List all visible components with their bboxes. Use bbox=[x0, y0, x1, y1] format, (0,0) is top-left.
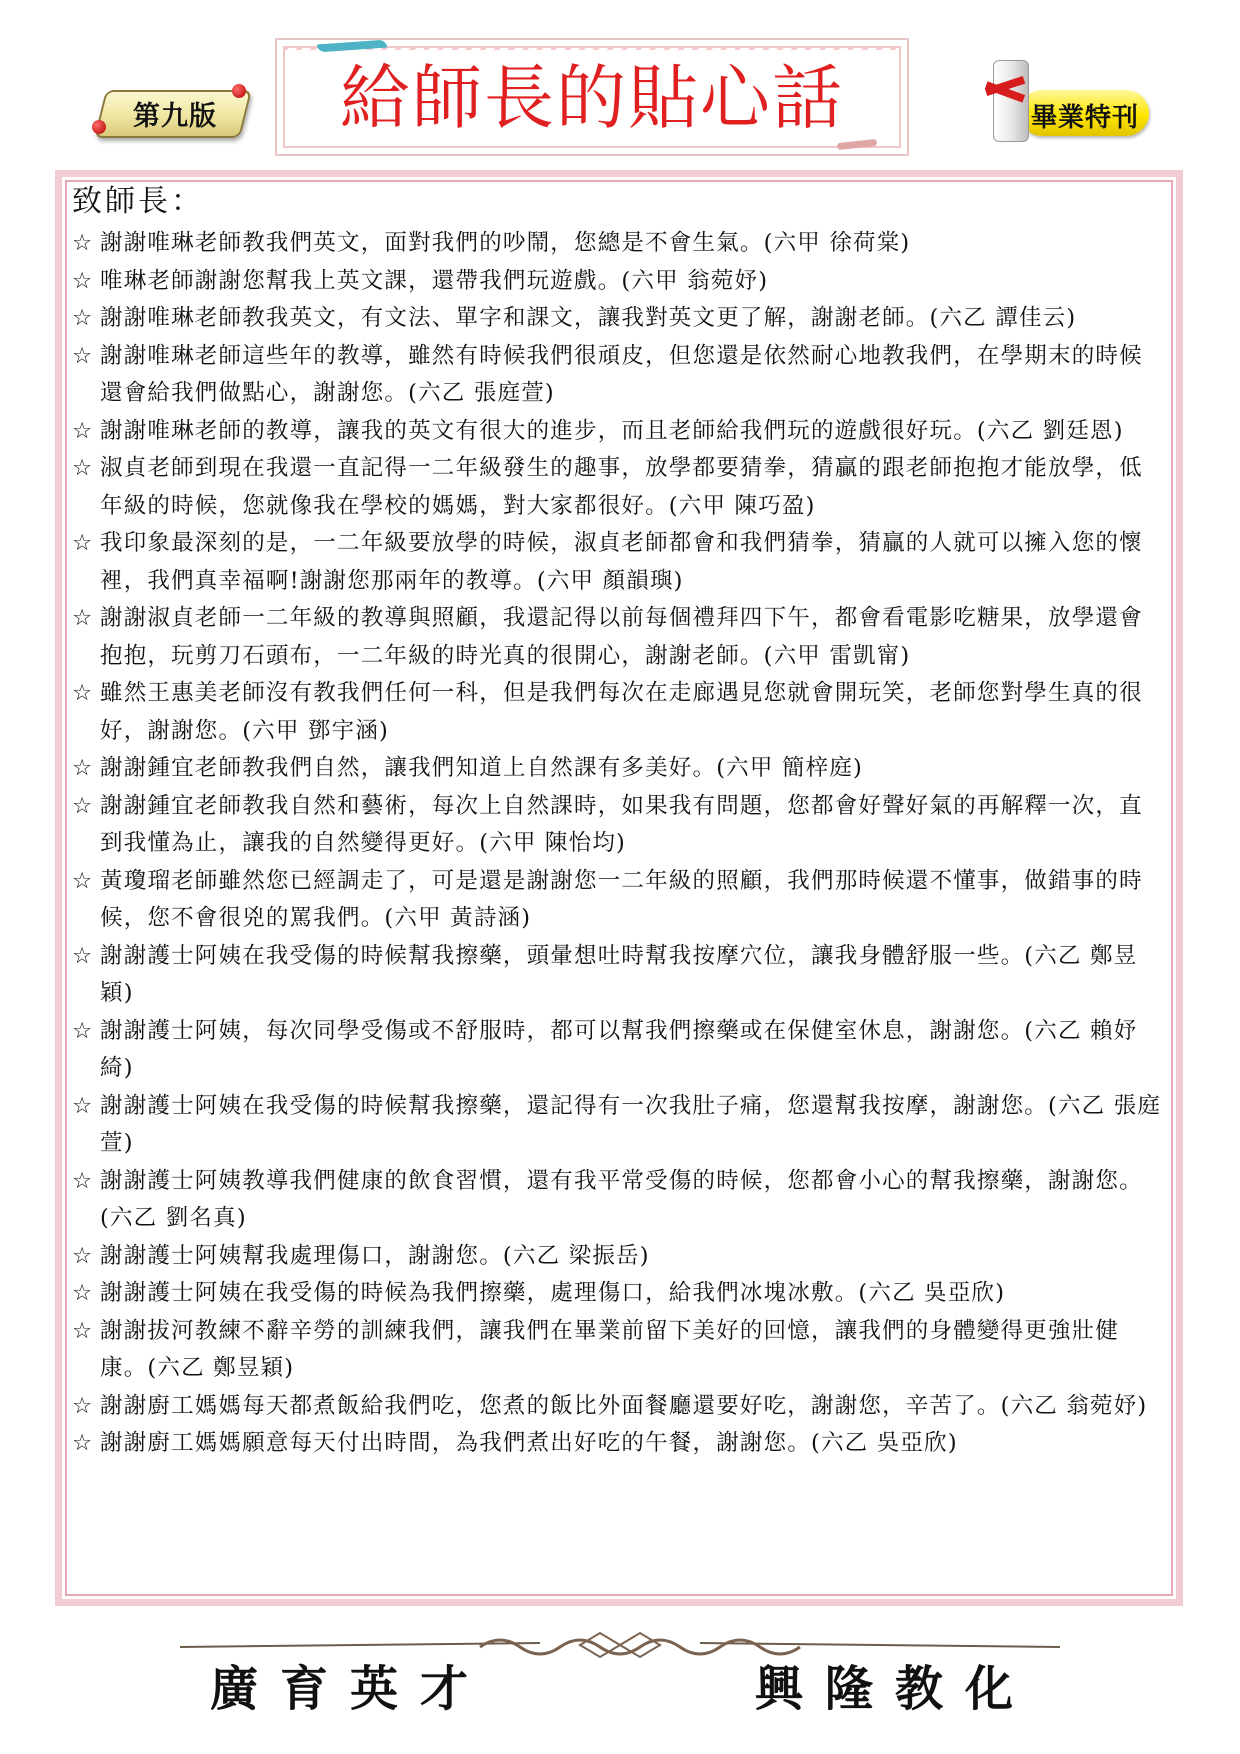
message-text: 謝謝護士阿姨在我受傷的時候幫我擦藥，頭暈想吐時幫我按摩穴位，讓我身體舒服一些。(六乙 鄭昱穎) bbox=[100, 942, 1138, 1006]
message-item bbox=[72, 1013, 1164, 1088]
message-text: 謝謝護士阿姨幫我處理傷口，謝謝您。(六乙 梁振岳) bbox=[100, 1242, 650, 1269]
message-item bbox=[72, 338, 1164, 413]
red-dot-icon bbox=[232, 84, 246, 98]
star-icon: ☆ bbox=[72, 417, 94, 444]
message-item bbox=[72, 450, 1164, 525]
message-text: 謝謝唯琳老師這些年的教導，雖然有時候我們很頑皮，但您還是依然耐心地教我們，在學期末的時候還會給我們做點心，謝謝您。(六乙 張庭萱) bbox=[100, 342, 1143, 406]
message-text: 我印象最深刻的是，一二年級要放學的時候，淑貞老師都會和我們猜拳，猜贏的人就可以擁入您的懷裡，我們真幸福啊!謝謝您那兩年的教導。(六甲 顏韻璵) bbox=[100, 530, 1143, 594]
star-icon: ☆ bbox=[72, 867, 94, 894]
red-dot-icon bbox=[92, 120, 106, 134]
greeting-heading: 致師長： bbox=[72, 184, 204, 219]
star-icon: ☆ bbox=[72, 455, 94, 481]
star-icon: ☆ bbox=[72, 1167, 94, 1194]
star-icon: ☆ bbox=[72, 1092, 94, 1119]
star-icon: ☆ bbox=[72, 1430, 94, 1456]
message-text: 謝謝鍾宜老師教我們自然，讓我們知道上自然課有多美好。(六甲 簡梓庭) bbox=[100, 755, 864, 781]
message-text: 淑貞老師到現在我還一直記得一二年級發生的趣事，放學都要猜拳，猜贏的跟老師抱抱才能放學，低年級的時候，您就像我在學校的媽媽，對大家都很好。(六甲 陳巧盈) bbox=[100, 455, 1143, 519]
motto-left: 廣育英才 bbox=[210, 1661, 491, 1717]
message-item bbox=[72, 525, 1164, 600]
message-item bbox=[72, 788, 1164, 863]
diploma-scroll-icon bbox=[993, 60, 1029, 142]
special-edition-badge bbox=[985, 60, 1165, 150]
message-text: 謝謝廚工媽媽每天都煮飯給我們吃，您煮的飯比外面餐廳還要好吃，謝謝您，辛苦了。(六乙 翁菀妤) bbox=[100, 1392, 1148, 1419]
star-icon: ☆ bbox=[72, 1392, 94, 1419]
star-icon: ☆ bbox=[72, 605, 94, 631]
message-text: 謝謝護士阿姨在我受傷的時候幫我擦藥，還記得有一次我肚子痛，您還幫我按摩，謝謝您。(六乙 張庭萱) bbox=[100, 1092, 1162, 1156]
message-item bbox=[72, 1238, 1164, 1276]
message-item bbox=[72, 1163, 1164, 1238]
message-item bbox=[72, 413, 1164, 451]
message-item bbox=[72, 1313, 1164, 1388]
star-icon: ☆ bbox=[72, 1017, 94, 1044]
star-icon: ☆ bbox=[72, 230, 94, 256]
message-item bbox=[72, 1388, 1164, 1426]
message-item bbox=[72, 863, 1164, 938]
message-item bbox=[72, 300, 1164, 338]
star-icon: ☆ bbox=[72, 792, 94, 819]
message-item bbox=[72, 263, 1164, 301]
message-item bbox=[72, 1425, 1164, 1463]
edition-badge bbox=[92, 84, 252, 142]
message-text: 謝謝拔河教練不辭辛勞的訓練我們，讓我們在畢業前留下美好的回憶，讓我們的身體變得更強壯健康。(六乙 鄭昱穎) bbox=[100, 1317, 1120, 1381]
message-text: 謝謝廚工媽媽願意每天付出時間，為我們煮出好吃的午餐，謝謝您。(六乙 吳亞欣) bbox=[100, 1430, 958, 1456]
message-item bbox=[72, 225, 1164, 263]
message-text: 謝謝唯琳老師教我們英文，面對我們的吵鬧，您總是不會生氣。(六甲 徐荷棠) bbox=[100, 230, 911, 256]
message-text: 謝謝淑貞老師一二年級的教導與照顧，我還記得以前每個禮拜四下午，都會看電影吃糖果，放學還會抱抱，玩剪刀石頭布，一二年級的時光真的很開心，謝謝老師。(六甲 雷凱甯) bbox=[100, 605, 1143, 669]
message-item bbox=[72, 675, 1164, 750]
special-edition-label: 畢業特刊 bbox=[1030, 103, 1139, 133]
message-text: 謝謝護士阿姨教導我們健康的飲食習慣，還有我平常受傷的時候，您都會小心的幫我擦藥，謝謝您。(六乙 劉名真) bbox=[100, 1167, 1143, 1231]
message-item bbox=[72, 938, 1164, 1013]
message-item bbox=[72, 600, 1164, 675]
message-text: 謝謝鍾宜老師教我自然和藝術，每次上自然課時，如果我有問題，您都會好聲好氣的再解釋一次，直到我懂為止，讓我的自然變得更好。(六甲 陳怡均) bbox=[100, 792, 1143, 856]
star-icon: ☆ bbox=[72, 680, 94, 706]
motto-right: 興隆教化 bbox=[755, 1661, 1036, 1717]
star-icon: ☆ bbox=[72, 342, 94, 369]
star-icon: ☆ bbox=[72, 530, 94, 556]
message-text: 謝謝唯琳老師教我英文，有文法、單字和課文，讓我對英文更了解，謝謝老師。(六乙 譚佳云) bbox=[100, 305, 1077, 331]
star-icon: ☆ bbox=[72, 267, 94, 294]
message-text: 謝謝護士阿姨在我受傷的時候為我們擦藥，處理傷口，給我們冰塊冰敷。(六乙 吳亞欣) bbox=[100, 1280, 1006, 1306]
message-text: 謝謝唯琳老師的教導，讓我的英文有很大的進步，而且老師給我們玩的遊戲很好玩。(六乙 劉廷恩) bbox=[100, 417, 1124, 444]
message-list bbox=[72, 225, 1164, 1463]
page-title: 給師長的貼心話 bbox=[340, 57, 844, 139]
message-item bbox=[72, 750, 1164, 788]
star-icon: ☆ bbox=[72, 1280, 94, 1306]
star-icon: ☆ bbox=[72, 755, 94, 781]
message-text: 唯琳老師謝謝您幫我上英文課，還帶我們玩遊戲。(六甲 翁菀妤) bbox=[100, 267, 769, 294]
message-text: 雖然王惠美老師沒有教我們任何一科，但是我們每次在走廊遇見您就會開玩笑，老師您對學生真的很好，謝謝您。(六甲 鄧宇涵) bbox=[100, 680, 1143, 744]
title-frame bbox=[275, 38, 909, 156]
star-icon: ☆ bbox=[72, 1317, 94, 1344]
star-icon: ☆ bbox=[72, 942, 94, 969]
message-item bbox=[72, 1275, 1164, 1313]
star-icon: ☆ bbox=[72, 1242, 94, 1269]
edition-label: 第九版 bbox=[133, 101, 217, 132]
message-item bbox=[72, 1088, 1164, 1163]
message-text: 謝謝護士阿姨，每次同學受傷或不舒服時，都可以幫我們擦藥或在保健室休息，謝謝您。(六乙 賴妤綺) bbox=[100, 1017, 1138, 1081]
message-text: 黃瓊瑠老師雖然您已經調走了，可是還是謝謝您一二年級的照顧，我們那時候還不懂事，做錯事的時候，您不會很兇的罵我們。(六甲 黃詩涵) bbox=[100, 867, 1143, 931]
star-icon: ☆ bbox=[72, 305, 94, 331]
